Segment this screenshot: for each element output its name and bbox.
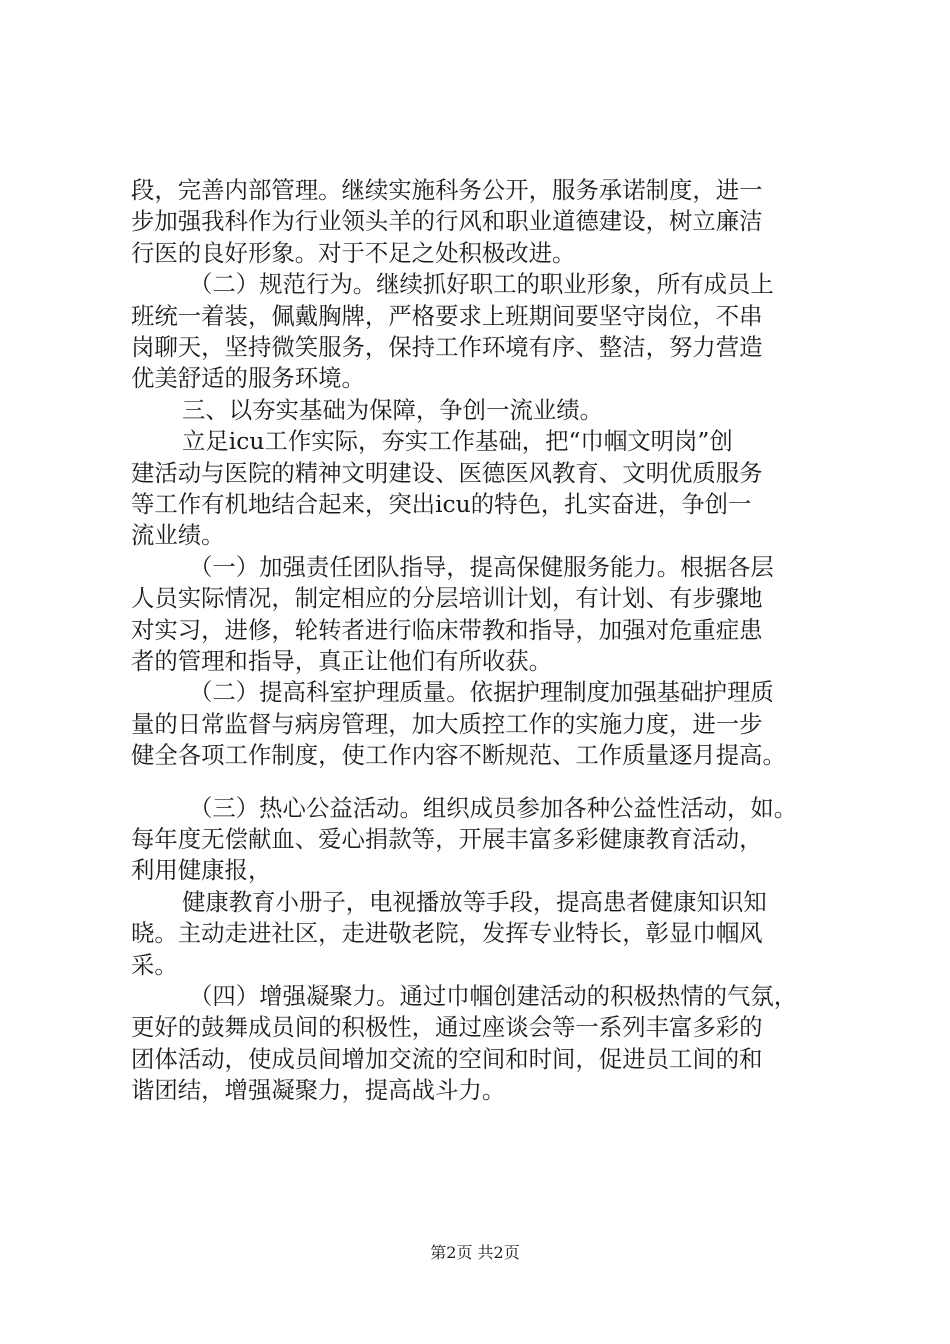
text-line: 人员实际情况，制定相应的分层培训计划，有计划、有步骤地 bbox=[131, 584, 763, 612]
text-line: 每年度无偿献血、爱心捐款等，开展丰富多彩健康教育活动， bbox=[131, 825, 763, 853]
text-line: （二）提高科室护理质量。依据护理制度加强基础护理质 bbox=[189, 678, 774, 706]
text-line: 行医的良好形象。对于不足之处积极改进。 bbox=[131, 239, 576, 267]
text-line: 对实习，进修，轮转者进行临床带教和指导，加强对危重症患 bbox=[131, 616, 763, 644]
text-line: （二）规范行为。继续抓好职工的职业形象，所有成员上 bbox=[189, 270, 774, 298]
text-line: 等工作有机地结合起来，突出icu的特色，扎实奋进，争创一 bbox=[131, 490, 752, 518]
text-line: 优美舒适的服务环境。 bbox=[131, 364, 365, 392]
text-line: 步加强我科作为行业领头羊的行风和职业道德建设，树立廉洁 bbox=[131, 207, 763, 235]
text-line: （三）热心公益活动。组织成员参加各种公益性活动，如。 bbox=[189, 794, 798, 822]
text-line: 健康教育小册子，电视播放等手段，提高患者健康知识知 bbox=[182, 888, 767, 916]
text-line: 立足icu工作实际，夯实工作基础，把“巾帼文明岗”创 bbox=[182, 427, 733, 455]
text-line: （四）增强凝聚力。通过巾帼创建活动的积极热情的气氛， bbox=[189, 982, 798, 1010]
text-line: 团体活动，使成员间增加交流的空间和时间，促进员工间的和 bbox=[131, 1045, 763, 1073]
text-line: 量的日常监督与病房管理，加大质控工作的实施力度，进一步 bbox=[131, 710, 763, 738]
text-line: 采。 bbox=[131, 951, 178, 979]
text-line: 利用健康报， bbox=[131, 856, 272, 884]
text-line: 谐团结，增强凝聚力，提高战斗力。 bbox=[131, 1076, 506, 1104]
text-line: 更好的鼓舞成员间的积极性，通过座谈会等一系列丰富多彩的 bbox=[131, 1013, 763, 1041]
text-line: 者的管理和指导，真正让他们有所收获。 bbox=[131, 647, 553, 675]
text-line: 段，完善内部管理。继续实施科务公开，服务承诺制度，进一 bbox=[131, 176, 763, 204]
text-line: 班统一着装，佩戴胸牌，严格要求上班期间要坚守岗位，不串 bbox=[131, 302, 763, 330]
text-line: 建活动与医院的精神文明建设、医德医风教育、文明优质服务 bbox=[131, 459, 763, 487]
text-line: 晓。主动走进社区，走进敬老院，发挥专业特长，彰显巾帼风 bbox=[131, 919, 763, 947]
text-line: 流业绩。 bbox=[131, 521, 225, 549]
text-line: 岗聊天，坚持微笑服务，保持工作环境有序、整洁，努力营造 bbox=[131, 333, 763, 361]
section-heading: 三、以夯实基础为保障，争创一流业绩。 bbox=[182, 396, 604, 424]
text-line: （一）加强责任团队指导，提高保健服务能力。根据各层 bbox=[189, 553, 774, 581]
page-number-footer: 第2页 共2页 bbox=[430, 1243, 520, 1262]
text-line: 健全各项工作制度，使工作内容不断规范、工作质量逐月提高。 bbox=[131, 741, 786, 769]
